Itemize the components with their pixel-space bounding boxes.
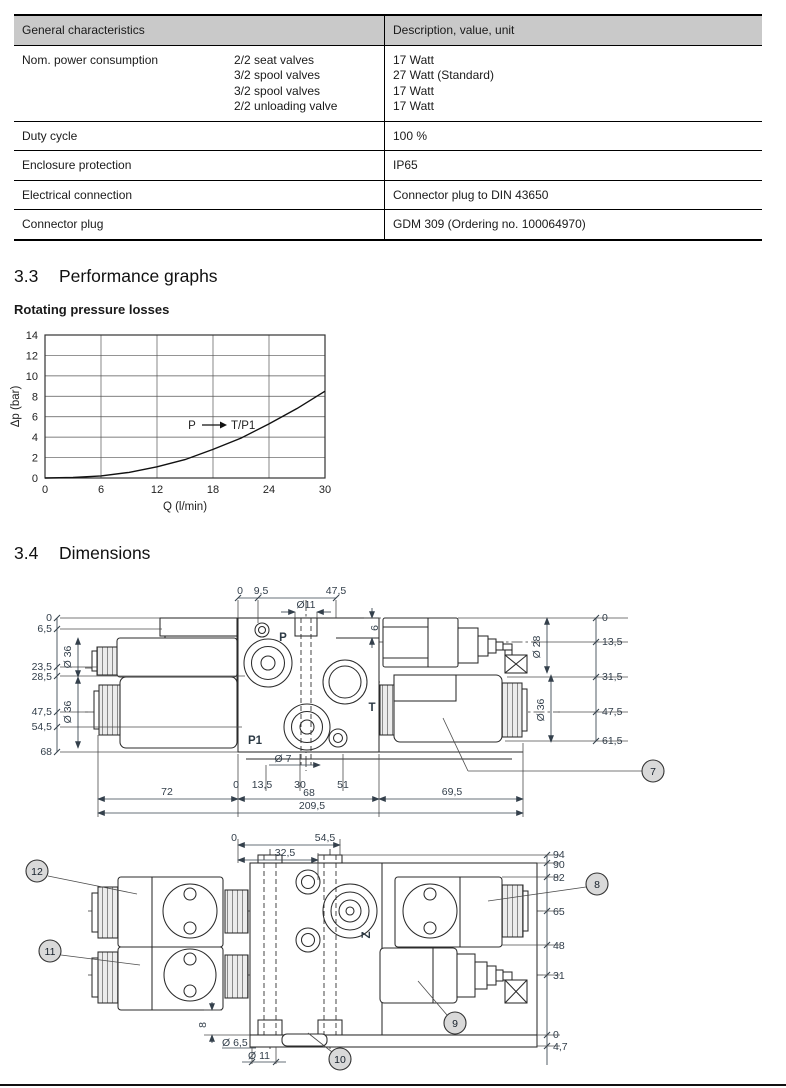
dim-label: 23,5 bbox=[31, 661, 52, 673]
dim-label: 31 bbox=[553, 970, 565, 982]
dim-label: 51 bbox=[337, 779, 349, 791]
dim-label: 13,5 bbox=[251, 779, 273, 791]
dim-label: Ø11 bbox=[296, 599, 316, 611]
chart-plot-border bbox=[45, 335, 325, 478]
balloon-7 bbox=[642, 760, 664, 782]
row-value: IP65 bbox=[393, 158, 418, 172]
chart-x-axis-label: Q (l/min) bbox=[162, 501, 208, 513]
balloon-number: 11 bbox=[44, 946, 56, 958]
svg-text:10: 10 bbox=[25, 370, 38, 383]
row-value: 27 Watt (Standard) bbox=[393, 68, 494, 82]
svg-text:24: 24 bbox=[262, 484, 276, 496]
drawing2-linework bbox=[48, 839, 586, 1065]
chart-x-tick-labels bbox=[42, 484, 331, 496]
valve-type: 3/2 spool valves bbox=[234, 83, 321, 98]
table-row bbox=[14, 121, 762, 151]
svg-text:6: 6 bbox=[97, 484, 105, 496]
balloon-11 bbox=[39, 940, 61, 962]
dim-label: 30 bbox=[294, 779, 306, 791]
dim-label: 47,5 bbox=[31, 706, 52, 718]
chart-grid bbox=[45, 335, 325, 478]
dim-label: 6,5 bbox=[37, 623, 52, 635]
table-header-row bbox=[14, 16, 762, 45]
dimension-drawing-front-view bbox=[0, 825, 786, 1075]
dim-label: 9,5 bbox=[253, 585, 269, 597]
table-row bbox=[14, 209, 762, 239]
dim-label: 47,5 bbox=[325, 585, 347, 597]
dimension-drawing-side-view bbox=[0, 575, 786, 825]
dim-label: 4,7 bbox=[553, 1041, 568, 1053]
section-heading-performance bbox=[14, 266, 218, 287]
svg-text:6: 6 bbox=[31, 411, 38, 424]
table-row bbox=[14, 45, 762, 121]
table-row bbox=[14, 150, 762, 180]
svg-text:0: 0 bbox=[41, 484, 49, 496]
section-title: Performance graphs bbox=[59, 266, 218, 286]
row-value: 17 Watt bbox=[393, 99, 434, 113]
svg-text:8: 8 bbox=[31, 391, 38, 404]
dim-label: 65 bbox=[553, 906, 565, 918]
svg-text:0: 0 bbox=[31, 473, 38, 485]
svg-text:30: 30 bbox=[318, 484, 332, 496]
valve-type: 2/2 unloading valve bbox=[234, 99, 338, 113]
svg-text:18: 18 bbox=[206, 484, 220, 496]
dim-label: 90 bbox=[553, 859, 565, 871]
svg-text:4: 4 bbox=[31, 432, 38, 445]
port-label-t: T bbox=[368, 702, 376, 714]
dim-label: Ø 36 bbox=[62, 645, 74, 669]
port-label-p1: P1 bbox=[247, 735, 263, 747]
row-value: 17 Watt bbox=[393, 83, 434, 98]
dim-label: 0 bbox=[553, 1029, 559, 1041]
row-value: Connector plug to DIN 43650 bbox=[393, 187, 549, 202]
table-header-left: General characteristics bbox=[14, 16, 385, 45]
dim-label: 94 bbox=[553, 849, 565, 861]
dim-label: 0 bbox=[237, 585, 243, 597]
dim-label: 6 bbox=[369, 625, 381, 631]
svg-text:P: P bbox=[188, 420, 196, 432]
valve-type: 3/2 spool valves bbox=[234, 68, 321, 82]
page-footer-rule bbox=[0, 1084, 786, 1086]
dim-label: Ø 6,5 bbox=[222, 1037, 248, 1049]
balloon-10 bbox=[329, 1048, 351, 1070]
dim-label: 72 bbox=[161, 786, 173, 798]
dim-label: Ø 36 bbox=[62, 700, 74, 724]
port-label-z: Z bbox=[361, 931, 373, 939]
row-label: Electrical connection bbox=[14, 181, 385, 210]
section-title: Dimensions bbox=[59, 543, 151, 563]
row-label: Nom. power consumption bbox=[22, 52, 159, 67]
performance-chart bbox=[10, 325, 352, 517]
chart-annotation bbox=[188, 420, 255, 432]
dim-label: 209,5 bbox=[298, 800, 326, 812]
valve-type: 2/2 seat valves bbox=[234, 52, 315, 67]
dim-label: 54,5 bbox=[31, 721, 52, 733]
chart-curve bbox=[45, 391, 325, 478]
chart-y-axis-label: Δp (bar) bbox=[10, 385, 22, 428]
dim-label: 47,5 bbox=[602, 706, 623, 718]
dim-label: 69,5 bbox=[441, 786, 463, 798]
dim-label: Ø 28 bbox=[531, 635, 543, 659]
dim-label: 28,5 bbox=[31, 671, 52, 683]
port-label-p: P bbox=[279, 632, 287, 644]
balloon-number: 7 bbox=[650, 766, 656, 778]
svg-text:2: 2 bbox=[31, 452, 38, 465]
general-characteristics-table bbox=[14, 14, 762, 241]
dim-label: 68 bbox=[303, 787, 315, 799]
balloon-number: 8 bbox=[594, 879, 600, 891]
dim-label: 32,5 bbox=[274, 847, 296, 859]
dim-label: 0 bbox=[231, 832, 237, 844]
row-value: GDM 309 (Ordering no. 100064970) bbox=[393, 217, 586, 231]
table-header-right: Description, value, unit bbox=[393, 23, 515, 37]
dim-label: 13,5 bbox=[602, 636, 623, 648]
row-value: 17 Watt bbox=[393, 52, 434, 67]
svg-text:14: 14 bbox=[25, 330, 38, 342]
balloon-number: 12 bbox=[31, 866, 43, 878]
dim-label: Ø 7 bbox=[274, 753, 292, 765]
row-value: 100 % bbox=[393, 128, 428, 143]
dim-label: 0 bbox=[46, 612, 52, 624]
row-label: Connector plug bbox=[14, 210, 385, 239]
dim-label: 8 bbox=[197, 1022, 209, 1028]
dim-label: 61,5 bbox=[602, 735, 623, 747]
dim-label: 82 bbox=[553, 872, 565, 884]
dim-label: 31,5 bbox=[602, 671, 623, 683]
svg-text:12: 12 bbox=[150, 484, 164, 496]
dim-label: 54,5 bbox=[314, 832, 336, 844]
dim-label: 68 bbox=[40, 746, 52, 758]
chart-title: Rotating pressure losses bbox=[14, 302, 170, 317]
balloon-12 bbox=[26, 860, 48, 882]
section-number: 3.3 bbox=[14, 266, 39, 286]
svg-text:12: 12 bbox=[25, 350, 38, 363]
section-number: 3.4 bbox=[14, 543, 39, 563]
balloon-number: 10 bbox=[334, 1054, 346, 1066]
dim-label: 0 bbox=[602, 612, 608, 624]
dim-label: Ø 11 bbox=[248, 1050, 270, 1062]
dim-label: 0 bbox=[233, 779, 239, 791]
section-heading-dimensions bbox=[14, 543, 150, 564]
row-label: Duty cycle bbox=[14, 122, 385, 151]
row-label: Enclosure protection bbox=[14, 151, 385, 180]
balloon-9 bbox=[444, 1012, 466, 1034]
balloon-number: 9 bbox=[452, 1018, 458, 1030]
balloon-8 bbox=[586, 873, 608, 895]
dim-label: 48 bbox=[553, 940, 565, 952]
chart-y-tick-labels bbox=[26, 330, 38, 485]
dim-label: Ø 36 bbox=[535, 698, 547, 722]
table-row bbox=[14, 180, 762, 210]
svg-text:T/P1: T/P1 bbox=[231, 420, 256, 432]
